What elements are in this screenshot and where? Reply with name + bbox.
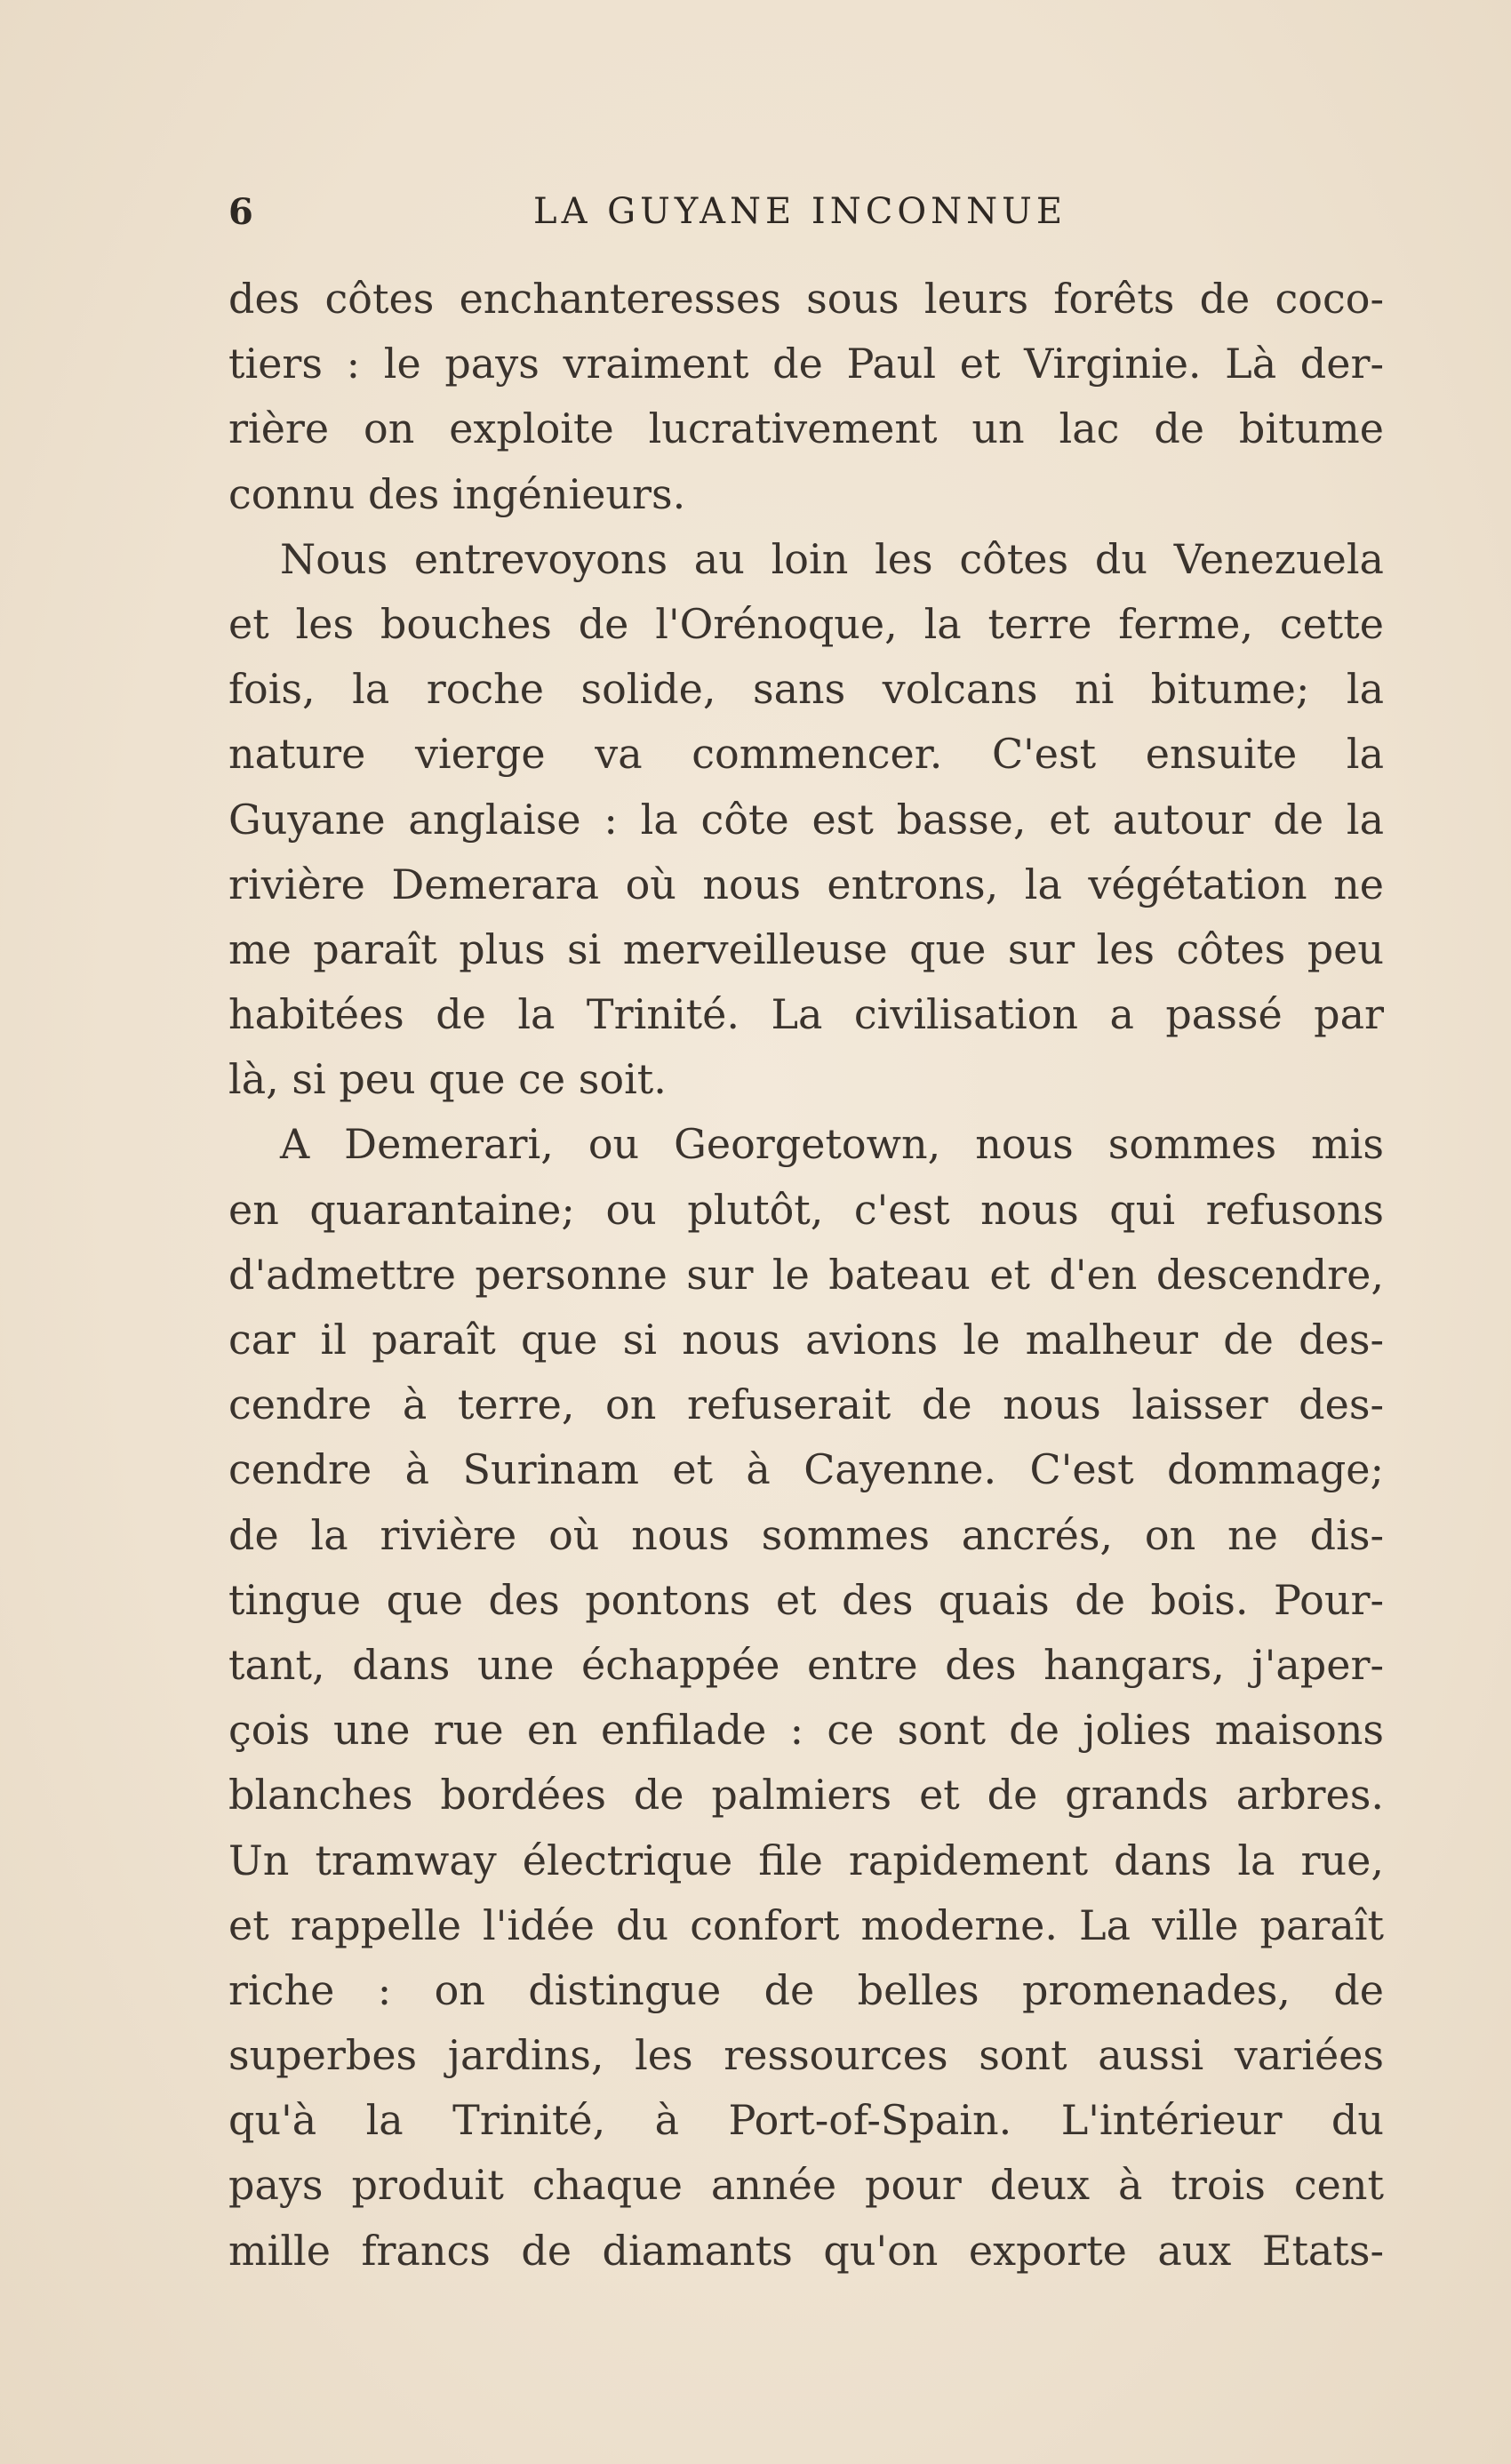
text-line: tiers : le pays vraiment de Paul et Virginie. Là der- [228, 340, 1384, 388]
text-line: habitées de la Trinité. La civilisation a passé par [228, 990, 1384, 1039]
text-line: et les bouches de l'Orénoque, la terre ferme, cette [228, 599, 1384, 648]
text-line: tant, dans une échappée entre des hangars, j'aper- [228, 1640, 1384, 1689]
text-line: rivière Demerara où nous entrons, la végétation ne [228, 860, 1384, 908]
page-number: 6 [228, 191, 254, 233]
text-line: riche : on distingue de belles promenades, de [228, 1965, 1384, 2014]
text-line: d'admettre personne sur le bateau et d'en descendre, [228, 1250, 1384, 1299]
text-line: et rappelle l'idée du confort moderne. La ville paraît [228, 1900, 1384, 1949]
text-line: fois, la roche solide, sans volcans ni bitume; la [228, 665, 1384, 714]
text-line: là, si peu que ce soit. [228, 1055, 667, 1104]
text-line: de la rivière où nous sommes ancrés, on ne dis- [228, 1510, 1384, 1559]
text-line: blanches bordées de palmiers et de grands arbres. [228, 1771, 1384, 1820]
body-text [228, 267, 1384, 2284]
text-line: superbes jardins, les ressources sont aussi variées [228, 2031, 1384, 2080]
text-line: qu'à la Trinité, à Port-of-Spain. L'intérieur du [228, 2096, 1384, 2145]
text-line: en quarantaine; ou plutôt, c'est nous qui refusons [228, 1185, 1384, 1234]
text-line: Un tramway électrique file rapidement dans la rue, [228, 1836, 1384, 1884]
text-line: tingue que des pontons et des quais de bois. Pour- [228, 1575, 1384, 1624]
text-line: connu des ingénieurs. [228, 469, 686, 518]
text-line: pays produit chaque année pour deux à trois cent [228, 2161, 1384, 2210]
text-line: çois une rue en enfilade : ce sont de jolies maisons [228, 1706, 1384, 1755]
text-line: mille francs de diamants qu'on exporte aux Etats- [228, 2226, 1384, 2275]
running-title: LA GUYANE INCONNUE [533, 191, 1067, 232]
text-line: me paraît plus si merveilleuse que sur les côtes peu [228, 924, 1384, 973]
text-line: cendre à Surinam et à Cayenne. C'est dommage; [228, 1445, 1384, 1494]
text-line: rière on exploite lucrativement un lac de bitume [228, 404, 1384, 453]
text-line: Guyane anglaise : la côte est basse, et autour de la [228, 795, 1384, 844]
text-line: cendre à terre, on refuserait de nous laisser des- [228, 1380, 1384, 1429]
text-line: Nous entrevoyons au loin les côtes du Venezuela [280, 534, 1384, 583]
text-line: A Demerari, ou Georgetown, nous sommes mis [280, 1120, 1384, 1169]
text-line: car il paraît que si nous avions le malheur de des- [228, 1316, 1384, 1364]
page-header [228, 191, 1384, 244]
text-line: des côtes enchanteresses sous leurs forêts de coco- [228, 275, 1384, 323]
text-line: nature vierge va commencer. C'est ensuite la [228, 730, 1384, 779]
